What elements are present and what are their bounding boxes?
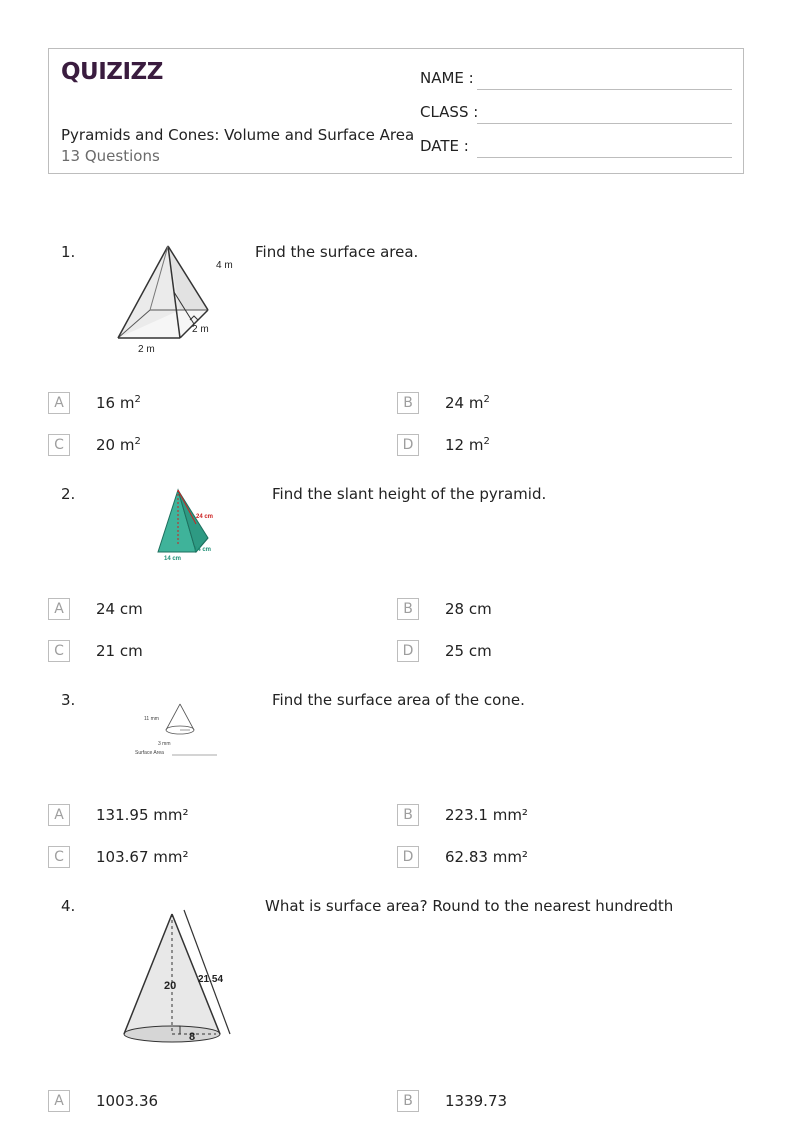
option-letter[interactable]: C [48,434,70,456]
class-label: CLASS : [420,103,479,121]
name-label: NAME : [420,69,474,87]
class-line[interactable] [477,123,732,124]
side-bottom-label: 2 m [138,344,155,355]
option-text[interactable]: 62.83 mm² [445,848,528,866]
question-text: Find the surface area of the cone. [272,691,525,709]
question-number: 2. [61,485,76,503]
option-text[interactable]: 24 $m^2$ [445,394,490,412]
option-text[interactable]: 223.1 mm² [445,806,528,824]
option-letter[interactable]: A [48,1090,70,1112]
option-text[interactable]: 103.67 mm² [96,848,189,866]
question-text: Find the slant height of the pyramid. [272,485,547,503]
question-number: 3. [61,691,76,709]
option-text[interactable]: 28 cm [445,600,492,618]
side-right-label: 14 cm [194,547,212,553]
option-letter[interactable]: A [48,598,70,620]
slant-label: 21.54 [198,974,224,985]
question-text: Find the surface area. [255,243,419,261]
option-letter[interactable]: A [48,804,70,826]
question-count: 13 Questions [61,147,160,165]
option-letter[interactable]: A [48,392,70,414]
option-letter[interactable]: B [397,804,419,826]
side-bottom-label: 14 cm [164,556,182,562]
height-label: 24 cm [196,514,214,520]
quizizz-logo: QUIZIZZ [61,59,163,85]
small-cone-figure [130,700,230,760]
option-letter[interactable]: B [397,1090,419,1112]
slant-label: 4 m [216,260,233,271]
answer-label: Surface Area [135,750,164,756]
square-pyramid-figure [110,240,233,358]
radius-label: 3 mm [158,741,171,747]
option-letter[interactable]: B [397,392,419,414]
teal-pyramid-figure [150,486,228,562]
option-text[interactable]: 131.95 mm² [96,806,189,824]
option-letter[interactable]: D [397,434,419,456]
option-text[interactable]: 16 $m^2$ [96,394,141,412]
option-text[interactable]: 24 cm [96,600,143,618]
side-right-label: 2 m [192,324,209,335]
option-text[interactable]: 25 cm [445,642,492,660]
option-text[interactable]: 1339.73 [445,1092,508,1110]
question-number: 1. [61,243,76,261]
slant-label: 11 mm [144,716,159,722]
option-letter[interactable]: D [397,846,419,868]
option-text[interactable]: 12 $m^2$ [445,436,490,454]
worksheet-header [48,48,744,174]
option-text[interactable]: 21 cm [96,642,143,660]
option-text[interactable]: 1003.36 [96,1092,159,1110]
option-letter[interactable]: C [48,846,70,868]
question-number: 4. [61,897,76,915]
tall-cone-figure [112,906,244,1056]
height-label: 20 [164,980,177,992]
date-label: DATE : [420,137,469,155]
option-letter[interactable]: D [397,640,419,662]
option-letter[interactable]: C [48,640,70,662]
name-line[interactable] [477,89,732,90]
option-text[interactable]: 20 $m^2$ [96,436,141,454]
radius-label: 8 [189,1031,196,1043]
question-text: What is surface area? Round to the nearest hundredth [265,897,674,915]
option-letter[interactable]: B [397,598,419,620]
date-line[interactable] [477,157,732,158]
worksheet-title: Pyramids and Cones: Volume and Surface Area [61,126,415,144]
